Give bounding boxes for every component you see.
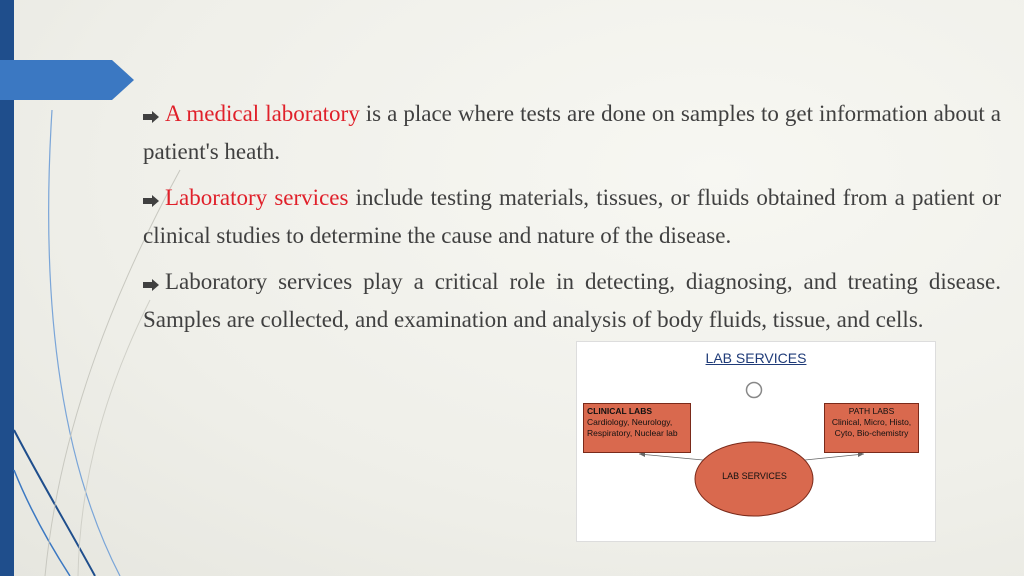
- circle-node-icon: [747, 383, 762, 398]
- path-labs-line2: Cyto, Bio-chemistry: [834, 428, 909, 438]
- center-ellipse-label: LAB SERVICES: [722, 471, 787, 481]
- left-arrow-line: [639, 454, 703, 460]
- arrow-bullet-icon: [143, 99, 165, 134]
- bullet-2-text: include testing materials, tissues, or fluids obtained from a patient or clinical studies to determine the cause and nature of the disease.: [143, 185, 1001, 248]
- arrow-bullet-icon: [143, 267, 165, 302]
- bullet-item-1: [143, 96, 1001, 169]
- bullet-3-text: Laboratory services play a critical role in detecting, diagnosing, and treating disease. Samples are collected, and examination and analysis of body fluids, tissue, and cells.: [143, 269, 1001, 332]
- path-labs-heading: PATH LABS: [848, 406, 895, 416]
- bullet-1-highlight: A medical laboratory: [165, 101, 360, 126]
- right-arrow-line: [805, 454, 864, 460]
- bullet-item-2: [143, 180, 1001, 253]
- path-labs-line1: Clinical, Micro, Histo,: [831, 417, 912, 427]
- bullet-item-3: [143, 264, 1001, 337]
- bullet-1-text: is a place where tests are done on samples to get information about a patient's heath.: [143, 101, 1001, 164]
- clinical-labs-box: [583, 403, 691, 453]
- clinical-labs-line2: Respiratory, Nuclear lab: [587, 428, 678, 438]
- bullet-list: [143, 96, 1001, 348]
- lab-services-diagram: [576, 341, 936, 542]
- diagram-title: LAB SERVICES: [705, 350, 807, 366]
- clinical-labs-line1: Cardiology, Neurology,: [587, 417, 673, 427]
- path-labs-box: [824, 403, 919, 453]
- clinical-labs-heading: CLINICAL LABS: [587, 406, 653, 416]
- arrow-bullet-icon: [143, 183, 165, 218]
- bullet-2-highlight: Laboratory services: [165, 185, 349, 210]
